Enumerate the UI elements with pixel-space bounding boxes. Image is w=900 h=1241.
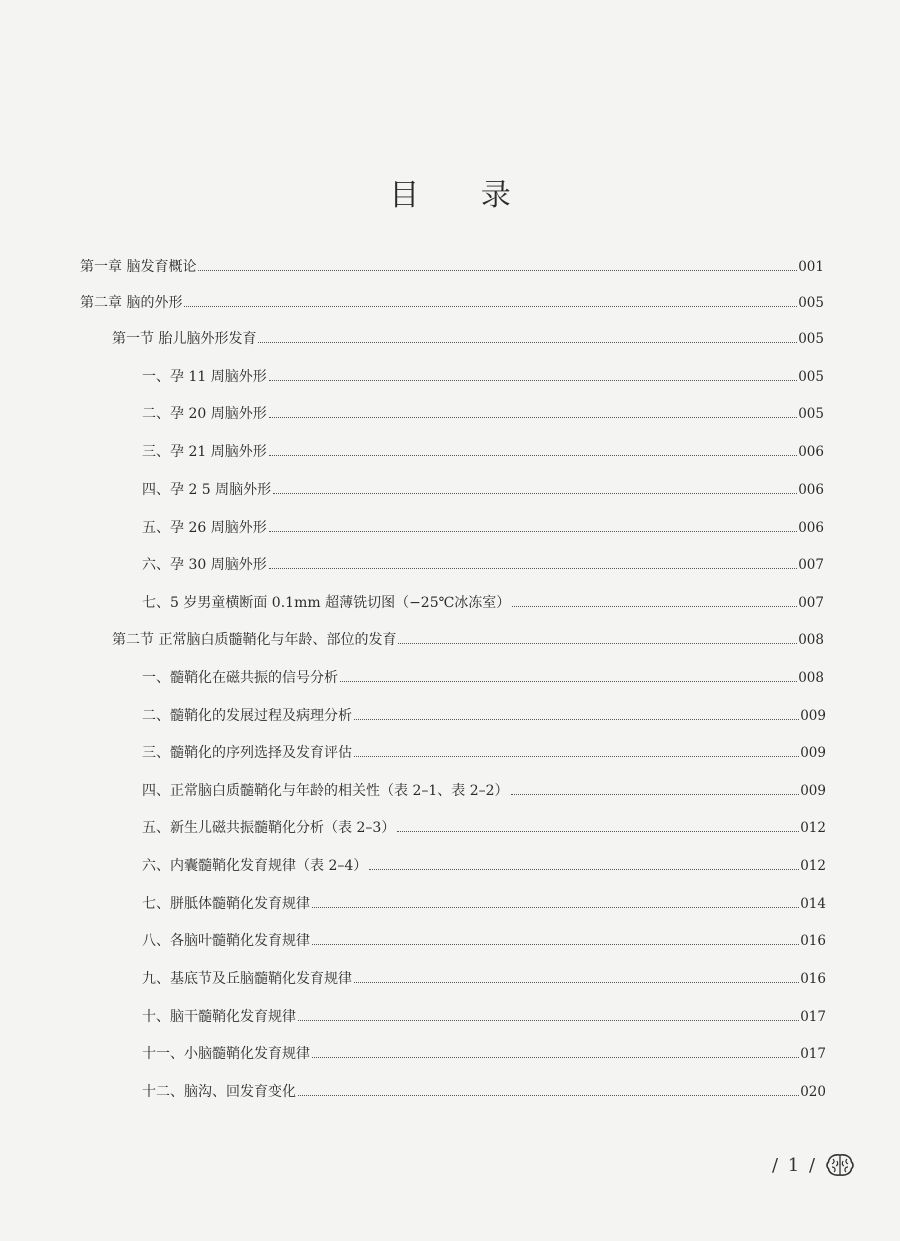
toc-entry-item[interactable] [142, 856, 826, 876]
dot-leader [273, 492, 797, 494]
toc-entry-item[interactable] [142, 555, 824, 575]
toc-entry-page: 017 [800, 1009, 826, 1025]
toc-entry-page: 008 [798, 670, 824, 686]
toc-entry-label: 第一节 胎儿脑外形发育 [112, 331, 257, 347]
toc-entry-label: 二、孕 20 周脑外形 [142, 406, 267, 422]
toc-entry-item[interactable] [142, 480, 824, 500]
toc-entry-page: 008 [798, 632, 824, 648]
dot-leader [269, 379, 798, 381]
toc-entry-page: 007 [798, 557, 824, 573]
toc-entry-item[interactable] [142, 818, 826, 838]
toc-entry-label: 十二、脑沟、回发育变化 [142, 1084, 296, 1100]
dot-leader [184, 305, 797, 307]
dot-leader [298, 1019, 799, 1021]
toc-entry-label: 第二节 正常脑白质髓鞘化与年龄、部位的发育 [112, 632, 397, 648]
toc-entry-page: 006 [798, 520, 824, 536]
toc-entry-item[interactable] [142, 442, 824, 462]
toc-entry-page: 009 [800, 708, 826, 724]
toc-entry-item[interactable] [142, 894, 826, 914]
toc-entry-label: 九、基底节及丘脑髓鞘化发育规律 [142, 971, 352, 987]
toc-entry-label: 三、孕 21 周脑外形 [142, 444, 267, 460]
toc-entry-page: 012 [800, 858, 826, 874]
dot-leader [398, 642, 797, 644]
toc-entry-item[interactable] [142, 931, 826, 951]
toc-entry-page: 020 [800, 1084, 826, 1100]
toc-entry-label: 第二章 脑的外形 [80, 295, 183, 311]
toc-entry-page: 017 [800, 1046, 826, 1062]
toc-entry-item[interactable] [142, 781, 826, 801]
toc-entry-page: 005 [798, 369, 824, 385]
toc-entry-page: 012 [800, 820, 826, 836]
toc-entry-page: 014 [800, 896, 826, 912]
dot-leader [298, 1094, 799, 1096]
dot-leader [354, 981, 799, 983]
toc-entry-chapter-1[interactable] [80, 257, 824, 277]
dot-leader [312, 1056, 799, 1058]
toc-entry-section-2[interactable] [112, 630, 824, 650]
toc-entry-label: 二、髓鞘化的发展过程及病理分析 [142, 708, 352, 724]
toc-entry-page: 016 [800, 933, 826, 949]
dot-leader [354, 718, 799, 720]
toc-entry-item[interactable] [142, 404, 824, 424]
toc-entry-item[interactable] [142, 1007, 826, 1027]
toc-entry-label: 八、各脑叶髓鞘化发育规律 [142, 933, 310, 949]
toc-entry-item[interactable] [142, 969, 826, 989]
dot-leader [269, 530, 798, 532]
toc-entry-label: 五、孕 26 周脑外形 [142, 520, 267, 536]
dot-leader [512, 605, 797, 607]
toc-entry-page: 009 [800, 745, 826, 761]
dot-leader [369, 868, 799, 870]
toc-entry-page: 006 [798, 444, 824, 460]
toc-entry-label: 五、新生儿磁共振髓鞘化分析（表 2–3） [142, 820, 396, 836]
dot-leader [354, 755, 799, 757]
toc-entry-page: 009 [800, 783, 826, 799]
toc-entry-item[interactable] [142, 706, 826, 726]
dot-leader [312, 943, 799, 945]
page-footer [772, 1152, 855, 1178]
dot-leader [269, 454, 798, 456]
dot-leader [269, 567, 798, 569]
toc-entry-label: 四、正常脑白质髓鞘化与年龄的相关性（表 2–1、表 2–2） [142, 783, 509, 799]
dot-leader [269, 416, 798, 418]
toc-entry-item[interactable] [142, 1082, 826, 1102]
toc-entry-label: 十、脑干髓鞘化发育规律 [142, 1009, 296, 1025]
toc-entry-item[interactable] [142, 518, 824, 538]
toc-entry-page: 005 [798, 331, 824, 347]
toc-entry-item[interactable] [142, 593, 824, 613]
toc-entry-label: 四、孕 2 5 周脑外形 [142, 482, 272, 498]
page-number: / 1 / [772, 1154, 818, 1176]
toc-entry-label: 一、髓鞘化在磁共振的信号分析 [142, 670, 338, 686]
dot-leader [198, 269, 797, 271]
toc-entry-page: 007 [798, 595, 824, 611]
toc-entry-section-1[interactable] [112, 329, 824, 349]
toc-entry-label: 六、孕 30 周脑外形 [142, 557, 267, 573]
dot-leader [258, 341, 797, 343]
toc-entry-page: 005 [798, 295, 824, 311]
toc-entry-label: 一、孕 11 周脑外形 [142, 369, 267, 385]
toc-entry-label: 三、髓鞘化的序列选择及发育评估 [142, 745, 352, 761]
toc-entry-page: 016 [800, 971, 826, 987]
toc-entry-item[interactable] [142, 743, 826, 763]
toc-entry-page: 005 [798, 406, 824, 422]
toc-entry-chapter-2[interactable] [80, 293, 824, 313]
toc-entry-label: 六、内囊髓鞘化发育规律（表 2–4） [142, 858, 368, 874]
toc-entry-label: 七、胼胝体髓鞘化发育规律 [142, 896, 310, 912]
toc-entry-label: 第一章 脑发育概论 [80, 259, 197, 275]
dot-leader [397, 830, 799, 832]
dot-leader [312, 906, 799, 908]
page-title: 目 录 [389, 178, 537, 213]
toc-entry-item[interactable] [142, 1044, 826, 1064]
toc-entry-page: 006 [798, 482, 824, 498]
brain-icon [825, 1152, 855, 1178]
toc-entry-item[interactable] [142, 668, 824, 688]
toc-entry-label: 七、5 岁男童横断面 0.1mm 超薄铣切图（−25℃冰冻室） [142, 595, 511, 611]
dot-leader [340, 680, 797, 682]
toc-entry-page: 001 [798, 259, 824, 275]
toc-entry-item[interactable] [142, 367, 824, 387]
toc-entry-label: 十一、小脑髓鞘化发育规律 [142, 1046, 310, 1062]
dot-leader [511, 793, 800, 795]
